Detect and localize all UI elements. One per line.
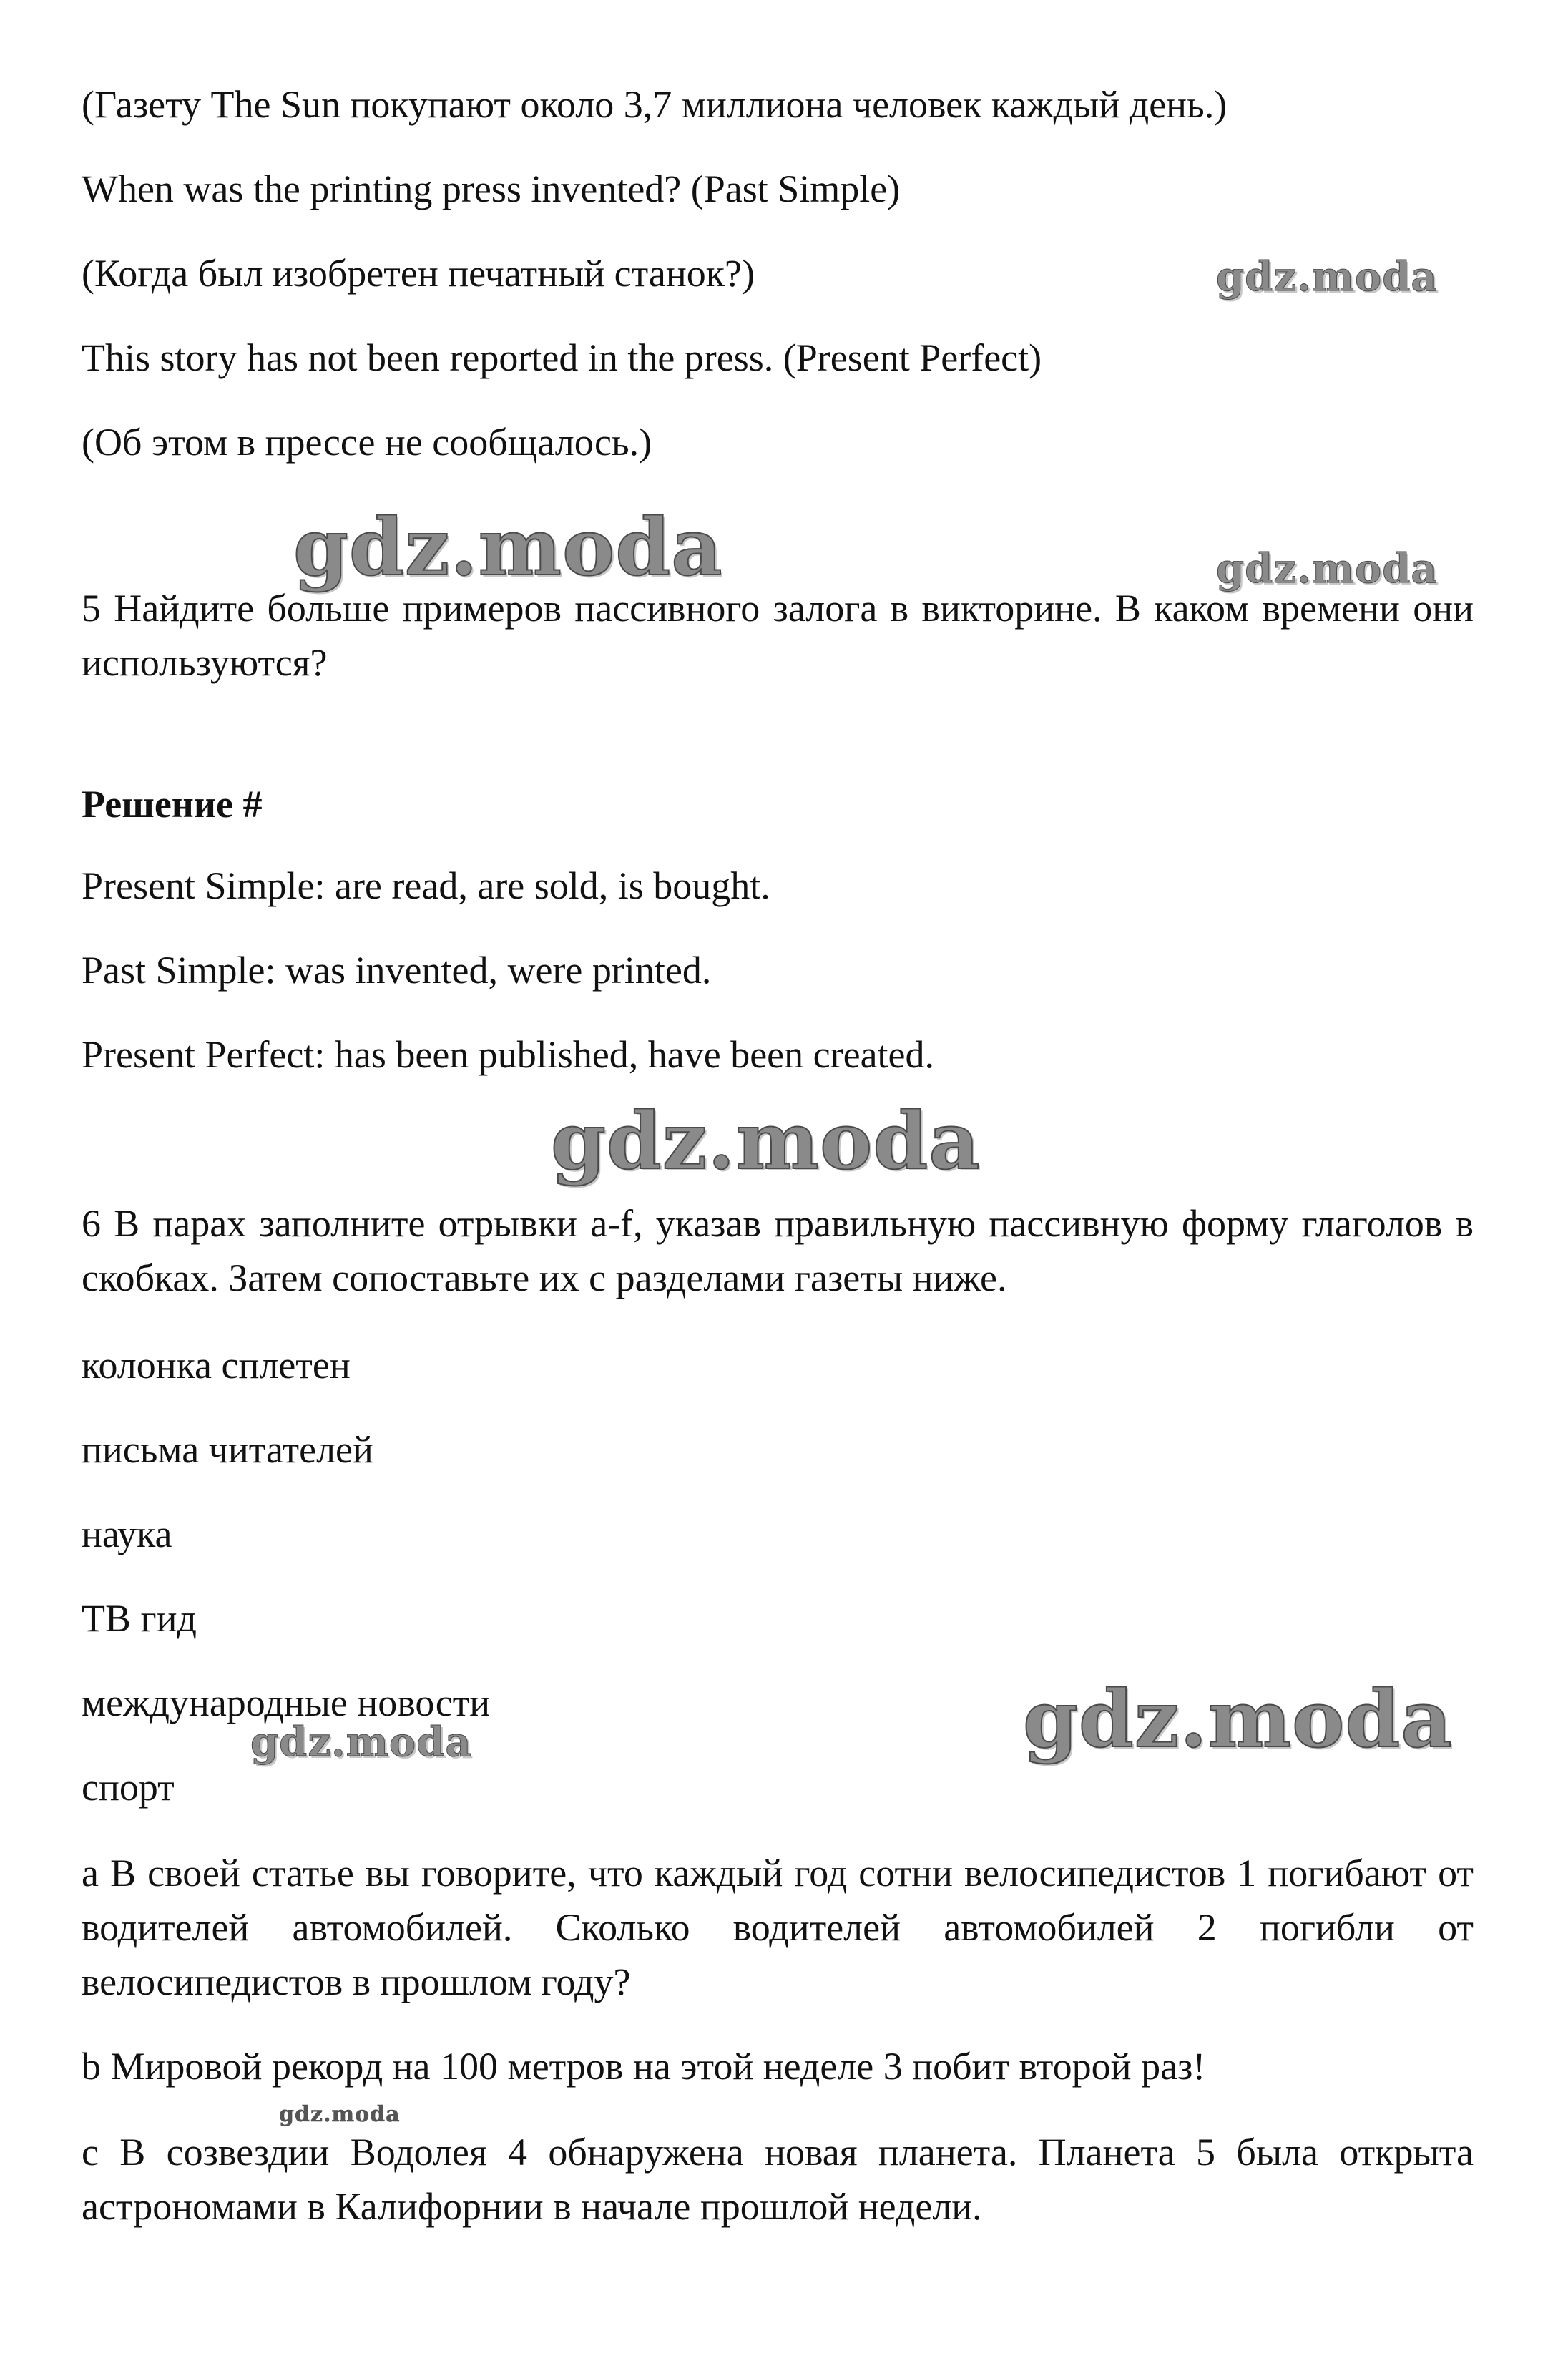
newspaper-section: международные новости: [82, 1681, 491, 1724]
passage-a: a В своей статье вы говорите, что каждый год сотни велосипедистов 1 погибают от водителей автомобилей. Сколько водителей автомобилей 2 погибли от велосипедистов в прошлом году?: [82, 1852, 1474, 2003]
watermark-logo: gdz.moda: [551, 1095, 981, 1187]
newspaper-section: колонка сплетен: [82, 1344, 351, 1387]
newspaper-section: спорт: [82, 1766, 175, 1809]
translation-line: (Когда был изобретен печатный станок?): [82, 252, 755, 295]
solution-heading: Решение #: [82, 783, 263, 826]
task-6-text: 6 В парах заполните отрывки a-f, указав правильную пассивную форму глаголов в скобках. Затем сопоставьте их с разделами газеты ниже.: [82, 1202, 1474, 1299]
answer-line: Present Simple: are read, are sold, is bought.: [82, 864, 770, 907]
watermark-logo: gdz.moda: [1216, 545, 1438, 592]
newspaper-section: ТВ гид: [82, 1597, 197, 1640]
translation-line: (Об этом в прессе не сообщалось.): [82, 421, 652, 464]
translation-line: (Газету The Sun покупают около 3,7 миллиона человек каждый день.): [82, 83, 1228, 126]
watermark-logo: gdz.moda: [1216, 253, 1438, 300]
watermark-logo: gdz.moda: [279, 2102, 401, 2127]
watermark-logo: gdz.moda: [250, 1719, 472, 1766]
newspaper-section: письма читателей: [82, 1428, 373, 1471]
task-5-text: 5 Найдите больше примеров пассивного залога в викторине. В каком времени они используются?: [82, 587, 1474, 684]
passage-c: c В созвездии Водолея 4 обнаружена новая планета. Планета 5 была открыта астрономами в Калифорнии в начале прошлой недели.: [82, 2131, 1474, 2228]
newspaper-section: наука: [82, 1512, 172, 1555]
answer-line: Past Simple: was invented, were printed.: [82, 949, 712, 992]
answer-line: Present Perfect: has been published, have been created.: [82, 1033, 935, 1076]
passage-b: b Мировой рекорд на 100 метров на этой неделе 3 побит второй раз!: [82, 2045, 1206, 2088]
watermark-logo: gdz.moda: [293, 501, 723, 593]
example-sentence: When was the printing press invented? (Past Simple): [82, 167, 901, 210]
example-sentence: This story has not been reported in the press. (Present Perfect): [82, 336, 1042, 379]
watermark-logo: gdz.moda: [1023, 1673, 1453, 1765]
